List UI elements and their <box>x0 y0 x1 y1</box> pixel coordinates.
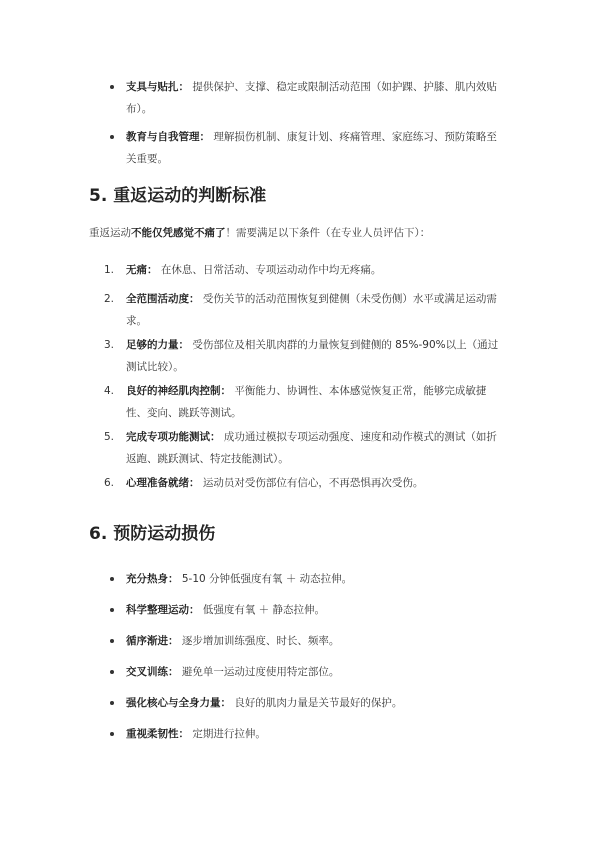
item-text: 良好的肌肉力量是关节最好的保护。 <box>234 697 403 709</box>
item-number: 5. <box>104 431 115 443</box>
section-number: 6. <box>89 524 108 544</box>
item-term: 无痛： <box>126 264 158 276</box>
item-number: 3. <box>104 339 115 351</box>
list-item <box>0 599 595 621</box>
item-term: 完成专项功能测试： <box>126 431 221 443</box>
list-item <box>0 288 595 332</box>
section-title: 重返运动的判断标准 <box>113 186 267 206</box>
bullet-icon <box>110 85 114 89</box>
bullet-icon <box>110 135 114 139</box>
top-bullet-list <box>0 76 595 170</box>
item-number: 1. <box>104 264 115 276</box>
item-text: 提供保护、支撑、稳定或限制活动范围（如护踝、护膝、肌内效贴布）。 <box>126 81 497 115</box>
item-term: 交叉训练： <box>126 666 179 678</box>
item-text: 在休息、日常活动、专项运动动作中均无疼痛。 <box>160 264 382 276</box>
item-number: 2. <box>104 293 115 305</box>
intro-emphasis: 不能仅凭感觉不痛了 <box>131 227 226 239</box>
list-item <box>0 426 595 470</box>
item-term: 支具与贴扎： <box>126 81 189 93</box>
item-term: 充分热身： <box>126 573 179 585</box>
return-criteria-list <box>0 259 595 494</box>
item-text: 运动员对受伤部位有信心，不再恐惧再次受伤。 <box>202 477 424 489</box>
list-item <box>0 568 595 590</box>
item-text: 平衡能力、协调性、本体感觉恢复正常，能够完成敏捷性、变向、跳跃等测试。 <box>126 385 487 419</box>
section-6-heading <box>89 522 215 546</box>
item-text: 定期进行拉伸。 <box>192 728 266 740</box>
item-term: 循序渐进： <box>126 635 179 647</box>
item-term: 科学整理运动： <box>126 604 200 616</box>
list-item <box>0 723 595 745</box>
item-text: 5-10 分钟低强度有氧 ＋ 动态拉伸。 <box>181 573 353 585</box>
list-item <box>0 692 595 714</box>
item-number: 6. <box>104 477 115 489</box>
item-text: 逐步增加训练强度、时长、频率。 <box>181 635 340 647</box>
item-text: 理解损伤机制、康复计划、疼痛管理、家庭练习、预防策略至关重要。 <box>126 131 497 165</box>
section-5-heading <box>89 184 266 208</box>
list-item <box>0 76 595 120</box>
list-item <box>0 661 595 683</box>
item-text: 避免单一运动过度使用特定部位。 <box>181 666 340 678</box>
list-item <box>0 630 595 652</box>
list-item <box>0 126 595 170</box>
section-title: 预防运动损伤 <box>113 524 216 544</box>
bullet-icon <box>110 577 114 581</box>
bullet-icon <box>110 670 114 674</box>
item-term: 重视柔韧性： <box>126 728 189 740</box>
list-item <box>0 472 595 494</box>
bullet-icon <box>110 639 114 643</box>
section-number: 5. <box>89 186 108 206</box>
item-text: 受伤关节的活动范围恢复到健侧（未受伤侧）水平或满足运动需求。 <box>126 293 497 327</box>
bullet-icon <box>110 701 114 705</box>
list-item <box>0 334 595 378</box>
list-item <box>0 259 595 281</box>
bullet-icon <box>110 732 114 736</box>
item-term: 足够的力量： <box>126 339 189 351</box>
item-term: 心理准备就绪： <box>126 477 200 489</box>
item-term: 全范围活动度： <box>126 293 200 305</box>
item-term: 强化核心与全身力量： <box>126 697 231 709</box>
bullet-icon <box>110 608 114 612</box>
section-5-intro: 重返运动不能仅凭感觉不痛了！需要满足以下条件（在专业人员评估下）： <box>89 227 431 239</box>
item-number: 4. <box>104 385 115 397</box>
item-term: 良好的神经肌肉控制： <box>126 385 231 397</box>
item-term: 教育与自我管理： <box>126 131 210 143</box>
list-item <box>0 380 595 424</box>
prevention-list <box>0 568 595 745</box>
item-text: 成功通过模拟专项运动强度、速度和动作模式的测试（如折返跑、跳跃测试、特定技能测试）。 <box>126 431 497 465</box>
item-text: 受伤部位及相关肌肉群的力量恢复到健侧的 85%-90%以上（通过测试比较）。 <box>126 339 499 373</box>
item-text: 低强度有氧 ＋ 静态拉伸。 <box>202 604 326 616</box>
